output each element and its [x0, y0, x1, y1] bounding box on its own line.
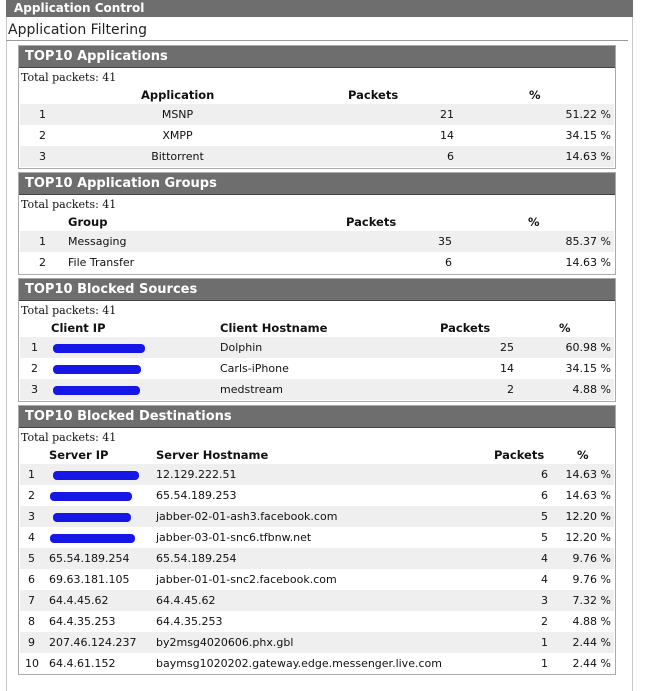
table-row	[20, 485, 614, 506]
right-border	[632, 17, 633, 691]
table-row	[20, 548, 614, 569]
rank: 2	[39, 129, 46, 142]
rank: 1	[39, 235, 46, 248]
redacted-client-ip	[53, 386, 140, 395]
rank: 3	[39, 150, 46, 163]
col-header-packets: Packets	[346, 215, 397, 229]
packets: 21	[440, 108, 454, 121]
application-name: Bittorrent	[151, 150, 204, 163]
table-row	[20, 358, 614, 379]
rank: 3	[31, 383, 38, 396]
table-row	[20, 569, 614, 590]
panel-title: TOP10 Application Groups	[19, 173, 615, 195]
packets: 6	[541, 468, 548, 481]
col-header-packets: Packets	[440, 321, 491, 335]
total-packets: Total packets: 41	[21, 431, 117, 444]
col-header-percent: %	[559, 321, 571, 335]
packets: 6	[445, 256, 452, 269]
top-blocked-sources-panel	[18, 278, 616, 402]
application-name: MSNP	[161, 108, 194, 121]
client-hostname: Carls-iPhone	[220, 362, 289, 375]
total-packets: Total packets: 41	[21, 71, 117, 84]
server-ip: 64.4.61.152	[49, 657, 116, 670]
percent: 12.20 %	[565, 531, 611, 544]
percent: 14.63 %	[565, 468, 611, 481]
percent: 4.88 %	[572, 615, 611, 628]
percent: 51.22 %	[565, 108, 611, 121]
redacted-server-ip	[50, 492, 132, 501]
server-ip: 69.63.181.105	[49, 573, 130, 586]
packets: 14	[500, 362, 514, 375]
panel-title: TOP10 Applications	[19, 46, 615, 68]
server-hostname: jabber-03-01-snc6.tfbnw.net	[156, 531, 312, 544]
redacted-server-ip	[50, 534, 135, 543]
table-row	[20, 527, 614, 548]
server-hostname: 64.4.35.253	[156, 615, 223, 628]
rank: 3	[28, 510, 35, 523]
redacted-server-ip	[53, 471, 139, 480]
packets: 35	[438, 235, 452, 248]
client-hostname: medstream	[220, 383, 284, 396]
col-header-percent: %	[528, 215, 540, 229]
server-ip: 64.4.35.253	[49, 615, 116, 628]
packets: 1	[541, 636, 548, 649]
percent: 4.88 %	[572, 383, 611, 396]
packets: 14	[440, 129, 454, 142]
rank: 9	[28, 636, 35, 649]
packets: 4	[541, 552, 548, 565]
col-header-packets: Packets	[348, 88, 399, 102]
server-hostname: 65.54.189.253	[156, 489, 237, 502]
server-hostname: 65.54.189.254	[156, 552, 237, 565]
panel-title: TOP10 Blocked Destinations	[19, 406, 615, 428]
table-row	[20, 379, 614, 400]
percent: 34.15 %	[565, 362, 611, 375]
percent: 2.44 %	[572, 657, 611, 670]
left-border	[6, 17, 7, 691]
table-row	[20, 590, 614, 611]
top-application-groups-panel	[18, 172, 616, 275]
group-name: File Transfer	[68, 256, 135, 269]
application-name: XMPP	[162, 129, 193, 142]
col-header-server-ip: Server IP	[49, 448, 109, 462]
table-row	[20, 146, 614, 167]
server-hostname: 64.4.45.62	[156, 594, 216, 607]
rank: 1	[28, 468, 35, 481]
server-ip: 207.46.124.237	[49, 636, 137, 649]
top-blocked-destinations-panel	[18, 405, 616, 675]
packets: 2	[541, 615, 548, 628]
server-ip: 64.4.45.62	[49, 594, 109, 607]
total-packets: Total packets: 41	[21, 304, 117, 317]
col-header-client-ip: Client IP	[51, 321, 106, 335]
rank: 4	[28, 531, 35, 544]
table-row	[20, 252, 614, 273]
percent: 12.20 %	[565, 510, 611, 523]
table-row	[20, 337, 614, 358]
table-row	[20, 632, 614, 653]
rank: 2	[39, 256, 46, 269]
percent: 60.98 %	[565, 341, 611, 354]
window-title-bar	[6, 0, 633, 17]
rank: 2	[31, 362, 38, 375]
panel-title: TOP10 Blocked Sources	[19, 279, 615, 301]
packets: 5	[541, 531, 548, 544]
rank: 1	[39, 108, 46, 121]
percent: 14.63 %	[565, 489, 611, 502]
table-row	[20, 653, 614, 674]
window-title: Application Control	[14, 1, 145, 15]
table-row	[20, 506, 614, 527]
server-hostname: baymsg1020202.gateway.edge.messenger.live.com	[156, 657, 442, 670]
packets: 6	[447, 150, 454, 163]
rank: 5	[28, 552, 35, 565]
rank: 1	[31, 341, 38, 354]
rank: 7	[28, 594, 35, 607]
col-header-application: Application	[141, 88, 215, 102]
packets: 2	[507, 383, 514, 396]
packets: 3	[541, 594, 548, 607]
percent: 9.76 %	[572, 552, 611, 565]
rank: 8	[28, 615, 35, 628]
client-hostname: Dolphin	[220, 341, 263, 354]
redacted-client-ip	[53, 365, 141, 374]
col-header-group: Group	[68, 215, 108, 229]
server-hostname: jabber-01-01-snc2.facebook.com	[156, 573, 337, 586]
rank: 6	[28, 573, 35, 586]
subtitle-divider	[6, 40, 628, 41]
rank: 10	[25, 657, 39, 670]
packets: 5	[541, 510, 548, 523]
server-hostname: jabber-02-01-ash3.facebook.com	[156, 510, 338, 523]
page-subtitle: Application Filtering	[8, 22, 147, 38]
packets: 25	[500, 341, 514, 354]
col-header-percent: %	[577, 448, 589, 462]
col-header-client-hostname: Client Hostname	[220, 321, 328, 335]
redacted-server-ip	[53, 513, 131, 522]
packets: 4	[541, 573, 548, 586]
table-row	[20, 611, 614, 632]
total-packets: Total packets: 41	[21, 198, 117, 211]
rank: 2	[28, 489, 35, 502]
percent: 14.63 %	[565, 150, 611, 163]
col-header-server-hostname: Server Hostname	[156, 448, 269, 462]
group-name: Messaging	[68, 235, 127, 248]
redacted-client-ip	[53, 344, 145, 353]
server-ip: 65.54.189.254	[49, 552, 130, 565]
percent: 9.76 %	[572, 573, 611, 586]
percent: 2.44 %	[572, 636, 611, 649]
percent: 34.15 %	[565, 129, 611, 142]
percent: 85.37 %	[565, 235, 611, 248]
col-header-packets: Packets	[494, 448, 545, 462]
table-row	[20, 231, 614, 252]
table-row	[20, 464, 614, 485]
top-applications-panel	[18, 45, 616, 169]
server-hostname: by2msg4020606.phx.gbl	[156, 636, 294, 649]
percent: 7.32 %	[572, 594, 611, 607]
percent: 14.63 %	[565, 256, 611, 269]
packets: 1	[541, 657, 548, 670]
packets: 6	[541, 489, 548, 502]
server-hostname: 12.129.222.51	[156, 468, 237, 481]
table-row	[20, 125, 614, 146]
table-row	[20, 104, 614, 125]
col-header-percent: %	[529, 88, 541, 102]
